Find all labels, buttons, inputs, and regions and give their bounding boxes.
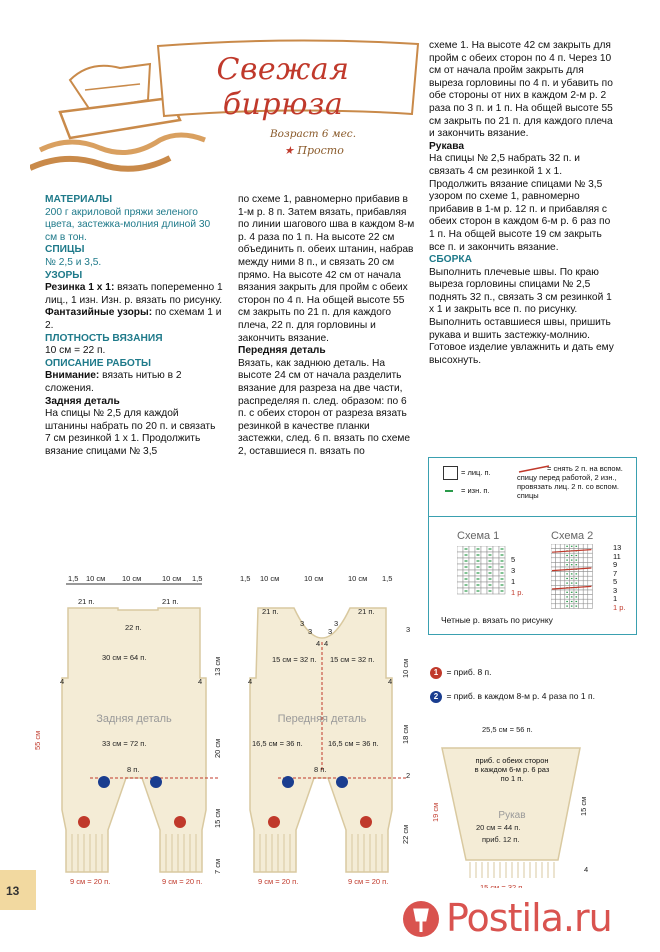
density-heading: ПЛОТНОСТЬ ВЯЗАНИЯ [45, 332, 163, 344]
materials-heading: МАТЕРИАЛЫ [45, 194, 113, 205]
scheme2-rows: 13 11 9 7 5 3 1 1 р. [613, 543, 626, 612]
legend-divider [429, 516, 636, 517]
front-marker-1-right [360, 816, 372, 828]
grid-cell [457, 582, 463, 588]
svg-text:21 п.: 21 п. [162, 597, 179, 606]
grid-cell [579, 595, 584, 600]
grid-cell [560, 553, 565, 558]
svg-text:21 п.: 21 п. [78, 597, 95, 606]
back-piece-label: Задняя деталь [96, 713, 172, 725]
front-text-cont: схеме 1. На высоте 42 см закрыть для пройм с обеих сторон по 4 п. Через 10 см от начала пройм закрыть для выреза горловины по 4 п. и убавить по обе стороны от них в каждом 2-м р. 2 раза по 3 п. и 1 п. На общей высоте 55 см закрыть по 21 п. для каждого плеча и закончить вязание. [429, 40, 613, 140]
note-2-text: = приб. в каждом 8-м р. 4 раза по 1 п. [446, 691, 595, 701]
fancy-text: Фантазийные узоры: по схемам 1 и 2. [45, 307, 222, 331]
svg-text:4: 4 [198, 677, 203, 686]
grid-cell [579, 544, 584, 549]
grid-cell [481, 564, 487, 570]
grid-cell [560, 604, 565, 609]
grid-cell [560, 590, 565, 595]
grid-cell [579, 604, 584, 609]
svg-text:приб. 12 п.: приб. 12 п. [482, 835, 520, 844]
grid-cell [556, 572, 561, 577]
svg-text:3: 3 [406, 625, 411, 634]
front-text: Вязать, как заднюю деталь. На высоте 24 см от начала разделить вязание для разреза на две части, распределяя п. след. образом: по 6 п. с обеих сторон от разреза вязать резинкой в качестве планки застежки, след. 6 п. вязать по схеме 2, оставшиеся п. вязать по [238, 357, 411, 457]
grid-cell [481, 546, 487, 552]
svg-text:10 см: 10 см [304, 574, 324, 583]
cable-legend: = снять 2 п. на вспом. спицу перед работой, 2 изн., провязать лиц. 2 п. со вспом. спицы [517, 464, 623, 500]
svg-text:1,5: 1,5 [68, 574, 79, 583]
grid-cell [551, 544, 556, 549]
scheme1-grid [457, 546, 507, 606]
svg-text:1,5: 1,5 [382, 574, 393, 583]
grid-cell [556, 576, 561, 581]
grid-cell [551, 581, 556, 586]
grid-cell [579, 581, 584, 586]
svg-text:10 см: 10 см [401, 658, 410, 678]
grid-cell [583, 562, 588, 567]
grid-cell [469, 582, 475, 588]
text-column-3 [429, 40, 615, 367]
note-2 [430, 686, 595, 704]
grid-cell [551, 599, 556, 604]
grid-cell [583, 581, 588, 586]
svg-text:4: 4 [248, 677, 253, 686]
text-column-2 [238, 194, 416, 458]
svg-text:20 см = 44 п.: 20 см = 44 п. [476, 823, 521, 832]
svg-text:8 п.: 8 п. [127, 765, 140, 774]
attention-text: Внимание: вязать нитью в 2 сложения. [45, 370, 182, 394]
svg-text:19 см: 19 см [431, 802, 440, 822]
svg-text:15 см: 15 см [213, 808, 222, 828]
note-1-text: = приб. 8 п. [446, 667, 492, 677]
svg-text:33 см = 72 п.: 33 см = 72 п. [102, 739, 147, 748]
svg-text:21 п.: 21 п. [262, 607, 279, 616]
grid-cell [583, 558, 588, 563]
svg-text:10 см: 10 см [348, 574, 368, 583]
page-number: 13 [6, 884, 20, 898]
grid-cell [457, 576, 463, 582]
star-icon: ★ [284, 144, 294, 157]
grid-cell [469, 552, 475, 558]
marker-2-left [98, 776, 110, 788]
svg-text:30 см = 64 п.: 30 см = 64 п. [102, 653, 147, 662]
grid-cell [457, 588, 463, 594]
back-text-cont: по схеме 1, равномерно прибавив в 1-м р. 8 п. Затем вязать, прибавляя по линии шагового шва в каждом 8-м р. 4 раза по 1 п. На высоте 22 см объединить п. обеих штанин, набрав между ними 8 п., и связать 20 см прямо. На высоте 42 см от начала вязания закрыть для пройм с обеих сторон по 4 п. На общей высоте 55 см закрыть по 21 п. для каждого плеча, 22 п. для горловины и закончить вязание. [238, 194, 415, 344]
scheme2-title: Схема 2 [551, 530, 594, 542]
svg-text:2: 2 [406, 771, 411, 780]
grid-cell [583, 576, 588, 581]
sleeves-heading: Рукава [429, 140, 465, 152]
grid-cell [588, 553, 593, 558]
legend-box [428, 457, 637, 635]
grid-cell [457, 558, 463, 564]
grid-cell [588, 558, 593, 563]
grid-cell [579, 599, 584, 604]
back-heading: Задняя деталь [45, 395, 120, 407]
grid-cell [588, 544, 593, 549]
svg-text:20 см: 20 см [213, 738, 222, 758]
grid-cell [583, 572, 588, 577]
svg-text:25,5 см = 56 п.: 25,5 см = 56 п. [482, 725, 533, 734]
grid-cell [579, 558, 584, 563]
grid-cell [579, 590, 584, 595]
patterns-heading: УЗОРЫ [45, 269, 83, 281]
knit-legend: = лиц. п. [461, 468, 491, 477]
grid-cell [551, 562, 556, 567]
svg-text:22 п.: 22 п. [125, 623, 142, 632]
age-label: Возраст 6 мес. [269, 128, 357, 140]
svg-text:3: 3 [328, 627, 333, 636]
grid-cell [469, 558, 475, 564]
svg-text:15 см = 32 п.: 15 см = 32 п. [330, 655, 375, 664]
sleeves-text: На спицы № 2,5 набрать 32 п. и связать 4 см резинкой 1 х 1. Продолжить вязание спицами № 3,5 узором по схеме 1, равномерно прибавив в 1-м р. 12 п. и прибавляя с обеих сторон в каждом 6-м р. 6 раз по 1 п. На общей высоте 19 см закрыть все п. и закончить вязание. [429, 153, 611, 253]
grid-cell [556, 599, 561, 604]
rib-text: Резинка 1 х 1: вязать попеременно 1 лиц., 1 изн. Изн. р. вязать по рисунку. [45, 282, 223, 306]
sleeve-diagram [430, 720, 610, 895]
grid-cell [493, 576, 499, 582]
grid-cell [493, 588, 499, 594]
grid-cell [560, 558, 565, 563]
grid-cell [560, 544, 565, 549]
logo-text: Postila.ru [446, 896, 612, 940]
grid-cell [469, 570, 475, 576]
needles-heading: СПИЦЫ [45, 244, 85, 256]
back-piece-diagram [30, 572, 230, 902]
grid-cell [493, 582, 499, 588]
difficulty-label: Просто [297, 144, 344, 157]
purl-symbol [445, 490, 453, 492]
grid-cell [481, 570, 487, 576]
front-piece-label: Передняя деталь [277, 713, 367, 725]
scheme2-grid [551, 544, 609, 610]
marker-2-right [150, 776, 162, 788]
grid-cell [493, 570, 499, 576]
note-1-marker: 1 [430, 667, 442, 679]
grid-cell [493, 546, 499, 552]
grid-cell [579, 562, 584, 567]
grid-cell [457, 552, 463, 558]
grid-cell [583, 590, 588, 595]
grid-cell [469, 564, 475, 570]
grid-cell [556, 590, 561, 595]
grid-cell [579, 572, 584, 577]
scheme1-title: Схема 1 [457, 530, 500, 542]
scheme1-rows: 5 3 1 1 р. [511, 555, 524, 597]
grid-cell [551, 572, 556, 577]
svg-text:10 см: 10 см [86, 574, 106, 583]
grid-cell [579, 553, 584, 558]
grid-cell [481, 576, 487, 582]
svg-text:9 см = 20 п.: 9 см = 20 п. [162, 877, 203, 886]
grid-cell [588, 576, 593, 581]
svg-text:1,5: 1,5 [192, 574, 203, 583]
grid-cell [556, 581, 561, 586]
grid-cell [481, 588, 487, 594]
grid-cell [551, 553, 556, 558]
grid-cell [556, 562, 561, 567]
grid-cell [588, 599, 593, 604]
svg-text:9 см = 20 п.: 9 см = 20 п. [258, 877, 299, 886]
svg-text:16,5 см = 36 п.: 16,5 см = 36 п. [252, 739, 303, 748]
svg-text:4: 4 [324, 639, 329, 648]
page-title: Свежая бирюза [216, 52, 350, 122]
svg-text:4: 4 [60, 677, 65, 686]
grid-cell [560, 595, 565, 600]
svg-text:3: 3 [334, 619, 339, 628]
sleeve-increase-note: приб. с обеих сторон в каждом 6-м р. 6 раз по 1 п. [474, 756, 550, 783]
svg-text:15 см: 15 см [579, 796, 588, 816]
grid-cell [588, 604, 593, 609]
back-text: На спицы № 2,5 для каждой штанины набрать по 20 п. и связать 7 см резинкой 1 х 1. Продолжить вязание спицами № 3,5 [45, 408, 216, 457]
even-rows-note: Четные р. вязать по рисунку [441, 615, 553, 625]
grid-cell [481, 582, 487, 588]
front-marker-2-left [282, 776, 294, 788]
grid-cell [583, 553, 588, 558]
difficulty [284, 144, 344, 157]
front-marker-2-right [336, 776, 348, 788]
pin-icon [400, 898, 442, 940]
svg-text:4: 4 [388, 677, 393, 686]
svg-text:3: 3 [308, 627, 313, 636]
grid-cell [551, 595, 556, 600]
marker-1-right [174, 816, 186, 828]
grid-cell [469, 576, 475, 582]
front-piece-diagram [238, 572, 428, 902]
grid-cell [493, 552, 499, 558]
grid-cell [560, 599, 565, 604]
density-text: 10 см = 22 п. [45, 345, 106, 357]
grid-cell [588, 572, 593, 577]
grid-cell [588, 590, 593, 595]
grid-cell [551, 558, 556, 563]
knit-symbol [443, 466, 458, 480]
svg-text:9 см = 20 п.: 9 см = 20 п. [348, 877, 389, 886]
grid-cell [481, 558, 487, 564]
sleeve-label: Рукав [498, 810, 526, 821]
grid-cell [560, 562, 565, 567]
svg-text:55 см: 55 см [33, 730, 42, 750]
grid-cell [556, 544, 561, 549]
grid-cell [551, 576, 556, 581]
svg-text:10 см: 10 см [260, 574, 280, 583]
svg-text:10 см: 10 см [162, 574, 182, 583]
text-column-1 [45, 194, 223, 458]
grid-cell [493, 558, 499, 564]
svg-text:1,5: 1,5 [240, 574, 251, 583]
grid-cell [588, 595, 593, 600]
svg-text:3: 3 [300, 619, 305, 628]
needles-text: № 2,5 и 3,5. [45, 256, 102, 268]
postila-logo [392, 888, 660, 952]
assembly-text: Выполнить плечевые швы. По краю выреза горловины спицами № 2,5 поднять 32 п., связать 3 см резинкой 1 х 1 и закрыть все п. по рисунку. Выполнить оставшиеся швы, пришить рукава и вшить застежку-молнию. Готовое изделие увлажнить и дать ему высохнуть. [429, 266, 614, 366]
grid-cell [493, 564, 499, 570]
materials-text: 200 г акриловой пряжи зеленого цвета, застежка-молния длиной 30 см в тон. [45, 206, 211, 243]
marker-1-left [78, 816, 90, 828]
grid-cell [551, 590, 556, 595]
grid-cell [588, 562, 593, 567]
svg-text:22 см: 22 см [401, 824, 410, 844]
grid-cell [560, 581, 565, 586]
grid-cell [583, 595, 588, 600]
grid-cell [560, 576, 565, 581]
grid-cell [588, 581, 593, 586]
assembly-heading: СБОРКА [429, 254, 472, 266]
svg-text:15 см = 32 п.: 15 см = 32 п. [272, 655, 317, 664]
svg-text:4: 4 [584, 865, 589, 874]
svg-text:4: 4 [316, 639, 321, 648]
purl-legend: = изн. п. [461, 486, 490, 495]
grid-cell [469, 588, 475, 594]
grid-cell [469, 546, 475, 552]
grid-cell [457, 546, 463, 552]
svg-text:7 см: 7 см [213, 858, 222, 874]
svg-text:9 см = 20 п.: 9 см = 20 п. [70, 877, 111, 886]
work-heading: ОПИСАНИЕ РАБОТЫ [45, 357, 152, 369]
grid-cell [560, 572, 565, 577]
grid-cell [583, 604, 588, 609]
svg-text:16,5 см = 36 п.: 16,5 см = 36 п. [328, 739, 379, 748]
grid-cell [579, 576, 584, 581]
svg-text:10 см: 10 см [122, 574, 142, 583]
svg-text:21 п.: 21 п. [358, 607, 375, 616]
grid-cell [556, 553, 561, 558]
grid-cell [457, 570, 463, 576]
front-heading: Передняя деталь [238, 345, 326, 357]
svg-text:8 п.: 8 п. [314, 765, 327, 774]
grid-cell [481, 552, 487, 558]
grid-cell [556, 595, 561, 600]
note-1 [430, 662, 492, 680]
grid-cell [556, 604, 561, 609]
grid-cell [583, 544, 588, 549]
svg-text:13 см: 13 см [213, 656, 222, 676]
grid-cell [583, 599, 588, 604]
front-marker-1-left [268, 816, 280, 828]
grid-cell [551, 604, 556, 609]
grid-cell [457, 564, 463, 570]
note-2-marker: 2 [430, 691, 442, 703]
svg-text:18 см: 18 см [401, 724, 410, 744]
grid-cell [556, 558, 561, 563]
